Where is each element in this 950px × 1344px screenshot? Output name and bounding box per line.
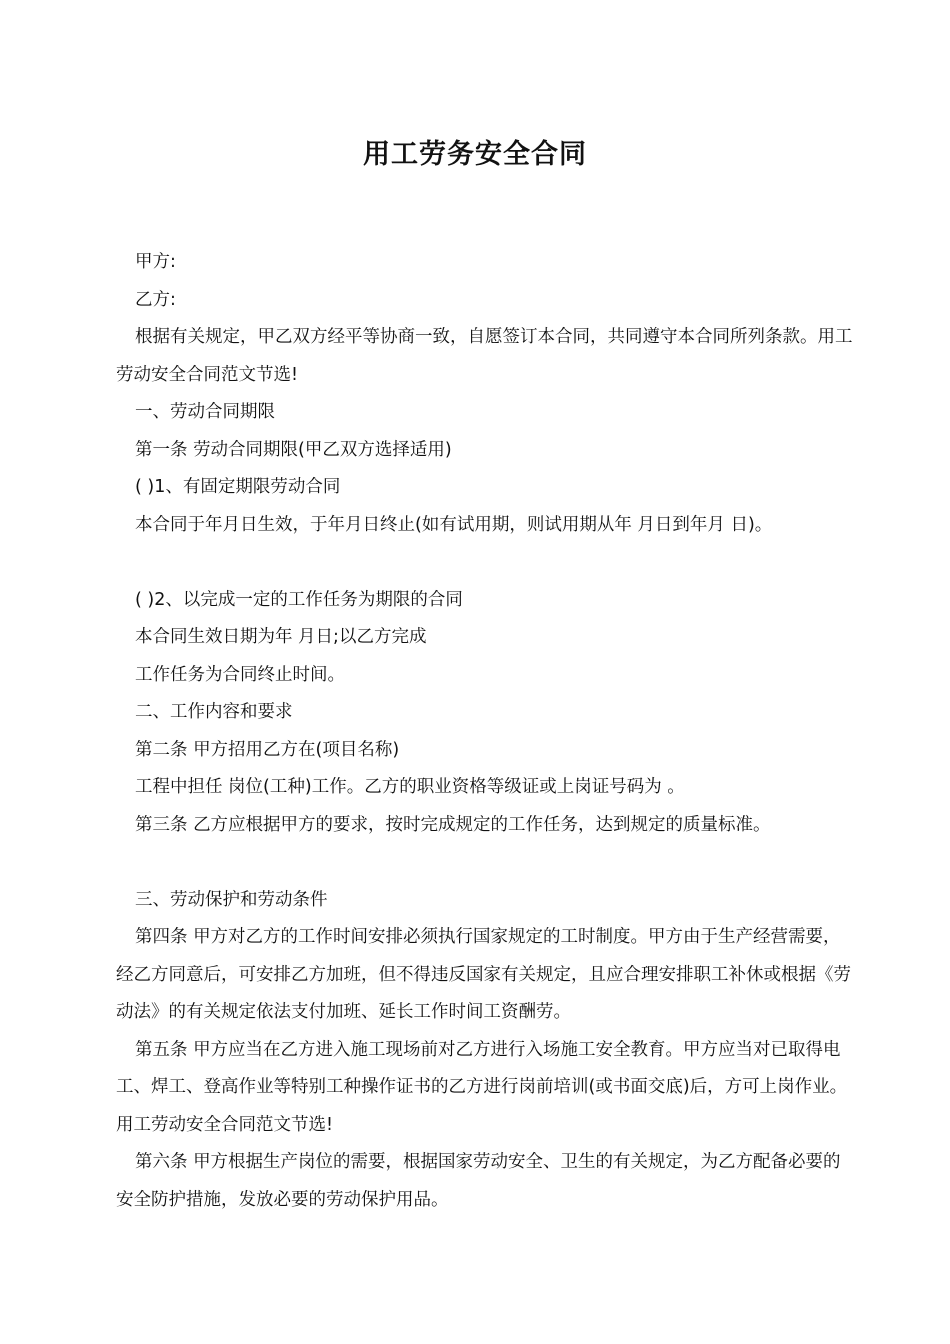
task-term-effective: 本合同生效日期为年 月日;以乙方完成 bbox=[135, 627, 427, 647]
article-1: 第一条 劳动合同期限(甲乙双方选择适用) bbox=[135, 439, 452, 460]
option-fixed-term: ( )1、有固定期限劳动合同 bbox=[135, 477, 341, 497]
section-heading-protection: 三、劳动保护和劳动条件 bbox=[135, 889, 328, 910]
fixed-term-detail: 本合同于年月日生效，于年月日终止(如有试用期，则试用期从年 月日到年月 日)。 bbox=[135, 514, 773, 535]
option-task-term: ( )2、以完成一定的工作任务为期限的合同 bbox=[135, 589, 463, 610]
preamble-paragraph: 根据有关规定，甲乙双方经平等协商一致，自愿签订本合同，共同遵守本合同所列条款。用工劳动安全合同范文节选! bbox=[116, 327, 853, 385]
article-3: 第三条 乙方应根据甲方的要求，按时完成规定的工作任务，达到规定的质量标准。 bbox=[135, 814, 771, 835]
party-b-line: 乙方: bbox=[135, 289, 176, 310]
article-2-detail: 工程中担任 岗位(工种)工作。乙方的职业资格等级证或上岗证号码为 。 bbox=[135, 777, 685, 797]
article-5: 第五条 甲方应当在乙方进入施工现场前对乙方进行入场施工安全教育。甲方应当对已取得电工、焊工、登高作业等特别工种操作证书的乙方进行岗前培训(或书面交底)后，方可上岗作业。用工劳动安全合同范文节选! bbox=[116, 1039, 848, 1135]
article-4: 第四条 甲方对乙方的工作时间安排必须执行国家规定的工时制度。甲方由于生产经营需要，经乙方同意后，可安排乙方加班，但不得违反国家有关规定，且应合理安排职工补休或根据《劳动法》的有关规定依法支付加班、延长工作时间工资酬劳。 bbox=[116, 927, 851, 1022]
article-2: 第二条 甲方招用乙方在(项目名称) bbox=[135, 739, 400, 760]
document-body bbox=[116, 244, 856, 1219]
section-heading-term: 一、劳动合同期限 bbox=[135, 402, 275, 422]
party-a-line: 甲方: bbox=[135, 252, 176, 272]
task-term-end: 工作任务为合同终止时间。 bbox=[135, 664, 345, 685]
document-title: 用工劳务安全合同 bbox=[363, 139, 587, 170]
section-heading-work: 二、工作内容和要求 bbox=[135, 702, 293, 722]
article-6: 第六条 甲方根据生产岗位的需要，根据国家劳动安全、卫生的有关规定，为乙方配备必要的安全防护措施，发放必要的劳动保护用品。 bbox=[116, 1152, 841, 1210]
